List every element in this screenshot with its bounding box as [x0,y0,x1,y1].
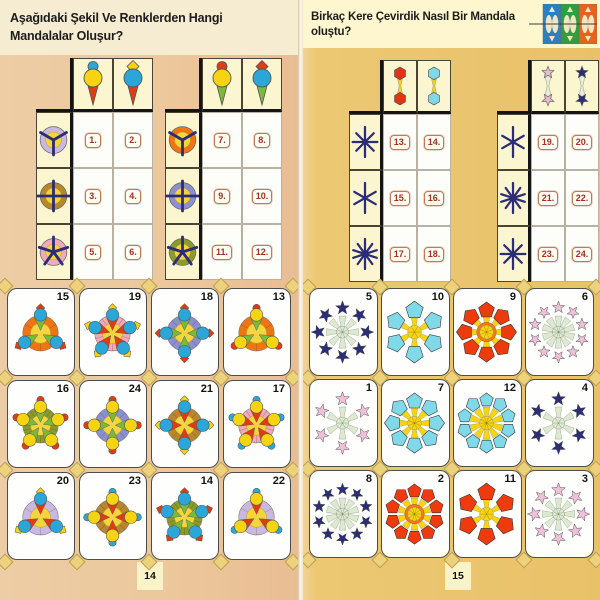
card-number: 7 [437,382,444,394]
mandala-card [381,379,450,467]
card-number: 4 [581,382,588,394]
right-puzzle-tables [349,60,599,282]
mandala-card [7,288,75,376]
mandala-card [525,470,594,558]
cell-number: 10. [252,189,273,204]
mandala-card [525,379,594,467]
mandala-figure [311,381,374,464]
right-page-title [303,0,600,48]
left-page-number: 14 [137,562,163,590]
mandala-card [453,379,522,467]
left-page-title [0,0,298,55]
mandala-card [151,380,219,468]
rotation-symbol-icon [166,118,199,162]
mandala-card [309,379,378,467]
baton-shape-icon [566,62,598,110]
card-number: 13 [272,291,285,303]
card-number: 12 [503,382,516,394]
table-corner [497,60,531,114]
mandala-card [223,472,291,560]
cell-number: 9. [214,189,230,204]
card-number: 10 [431,291,444,303]
cell-number: 17. [390,247,411,262]
card-number: 22 [272,475,285,487]
cell-number: 6. [125,245,141,260]
right-page [303,0,600,600]
baton-shape-icon [384,62,416,110]
column-header-shape [417,60,451,114]
row-header-symbol [349,226,383,282]
spoke-count-icon [350,120,380,164]
cell-number: 12. [252,245,273,260]
answer-cell [383,114,417,170]
right-page-number: 15 [445,562,471,590]
answer-table [349,60,451,282]
answer-cell [383,226,417,282]
row-header-symbol [497,226,531,282]
rotation-symbol-icon [166,230,199,274]
answer-cell [531,226,565,282]
card-number: 19 [128,291,141,303]
card-number: 2 [437,473,444,485]
baton-shape-icon [532,62,564,110]
right-title-text: Birkaç Kere Çevirdik Nasıl Bir Mandala oluştu? [311,11,515,38]
spoke-count-icon [350,232,380,276]
cell-number: 16. [424,191,445,206]
cell-number: 3. [85,189,101,204]
answer-cell [73,168,113,224]
mandala-card [453,288,522,376]
cell-number: 7. [214,133,230,148]
mandala-card [381,470,450,558]
table-corner [349,60,383,114]
left-puzzle-tables [36,58,282,280]
cone-shape-icon [114,60,152,108]
answer-table [497,60,599,282]
column-header-shape [202,58,242,112]
card-number: 3 [581,473,588,485]
mandala-card [7,380,75,468]
answer-cell [417,170,451,226]
answer-cell [565,226,599,282]
column-header-shape [73,58,113,112]
answer-cell [242,112,282,168]
cell-number: 11. [212,245,232,260]
card-number: 8 [365,473,372,485]
answer-cell [202,224,242,280]
mandala-card [381,288,450,376]
row-header-symbol [497,114,531,170]
column-header-shape [113,58,153,112]
column-header-shape [565,60,599,114]
mandala-card [79,380,147,468]
column-header-shape [383,60,417,114]
card-number: 6 [581,291,588,303]
column-header-shape [242,58,282,112]
card-number: 18 [200,291,213,303]
cell-number: 8. [254,133,270,148]
rotation-symbol-icon [166,174,199,218]
left-title-line2: Mandalalar Oluşur? [10,29,124,44]
left-mandala-cards [0,288,298,560]
mandala-figure [311,472,374,555]
cell-number: 19. [538,135,559,150]
column-header-shape [531,60,565,114]
answer-cell [565,114,599,170]
row-header-symbol [497,170,531,226]
mandala-card [7,472,75,560]
row-header-symbol [165,168,202,224]
mandala-card [309,288,378,376]
answer-cell [242,168,282,224]
answer-cell [113,112,153,168]
answer-cell [531,170,565,226]
mandala-figure [527,472,590,555]
mandala-card [453,470,522,558]
card-number: 5 [365,291,372,303]
rotation-symbol-icon [37,174,70,218]
card-number: 1 [365,382,372,394]
publisher-logo-graphic [529,4,597,44]
mandala-card [223,288,291,376]
cone-shape-icon [243,60,281,108]
spoke-count-icon [350,176,380,220]
mandala-figure [383,381,446,464]
answer-cell [383,170,417,226]
answer-cell [417,226,451,282]
mandala-card [151,288,219,376]
table-corner [36,58,73,112]
left-title-line1: Aşağıdaki Şekil Ve Renklerden Hangi [10,11,223,25]
card-number: 21 [200,383,213,395]
cell-number: 1. [85,133,101,148]
mandala-figure [455,290,518,373]
cell-number: 2. [125,133,141,148]
right-mandala-cards [303,288,600,558]
answer-cell [565,170,599,226]
answer-cell [202,168,242,224]
cell-number: 21. [538,191,559,206]
answer-table [36,58,153,280]
cell-number: 24. [572,247,593,262]
cell-number: 23. [538,247,559,262]
cell-number: 20. [572,135,593,150]
answer-table [165,58,282,280]
card-number: 14 [200,475,213,487]
spoke-count-icon [498,120,528,164]
row-header-symbol [165,224,202,280]
rotation-symbol-icon [37,118,70,162]
cone-shape-icon [203,60,241,108]
row-header-symbol [165,112,202,168]
rotation-symbol-icon [37,230,70,274]
mandala-figure [527,381,590,464]
card-number: 9 [509,291,516,303]
baton-shape-icon [418,62,450,110]
cell-number: 22. [572,191,593,206]
mandala-card [223,380,291,468]
card-number: 24 [128,383,141,395]
answer-cell [417,114,451,170]
row-header-symbol [36,112,73,168]
answer-cell [73,224,113,280]
mandala-figure [311,290,374,373]
card-number: 15 [56,291,69,303]
publisher-logo [529,4,597,49]
answer-cell [531,114,565,170]
answer-cell [73,112,113,168]
answer-cell [202,112,242,168]
mandala-card [151,472,219,560]
row-header-symbol [36,224,73,280]
cell-number: 15. [390,191,411,206]
cell-number: 4. [125,189,141,204]
card-number: 20 [56,475,69,487]
row-header-symbol [349,170,383,226]
mandala-card [309,470,378,558]
cell-number: 13. [390,135,411,150]
answer-cell [242,224,282,280]
left-page [0,0,298,600]
cell-number: 5. [85,245,101,260]
cone-shape-icon [74,60,112,108]
cell-number: 14. [424,135,445,150]
spoke-count-icon [498,232,528,276]
row-header-symbol [349,114,383,170]
cell-number: 18. [424,247,445,262]
card-number: 23 [128,475,141,487]
card-number: 16 [56,383,69,395]
mandala-figure [383,472,446,555]
mandala-card [79,472,147,560]
answer-cell [113,168,153,224]
spoke-count-icon [498,176,528,220]
table-corner [165,58,202,112]
mandala-figure [527,290,590,373]
answer-cell [113,224,153,280]
row-header-symbol [36,168,73,224]
card-number: 17 [272,383,285,395]
card-number: 11 [504,473,516,485]
mandala-card [525,288,594,376]
mandala-card [79,288,147,376]
